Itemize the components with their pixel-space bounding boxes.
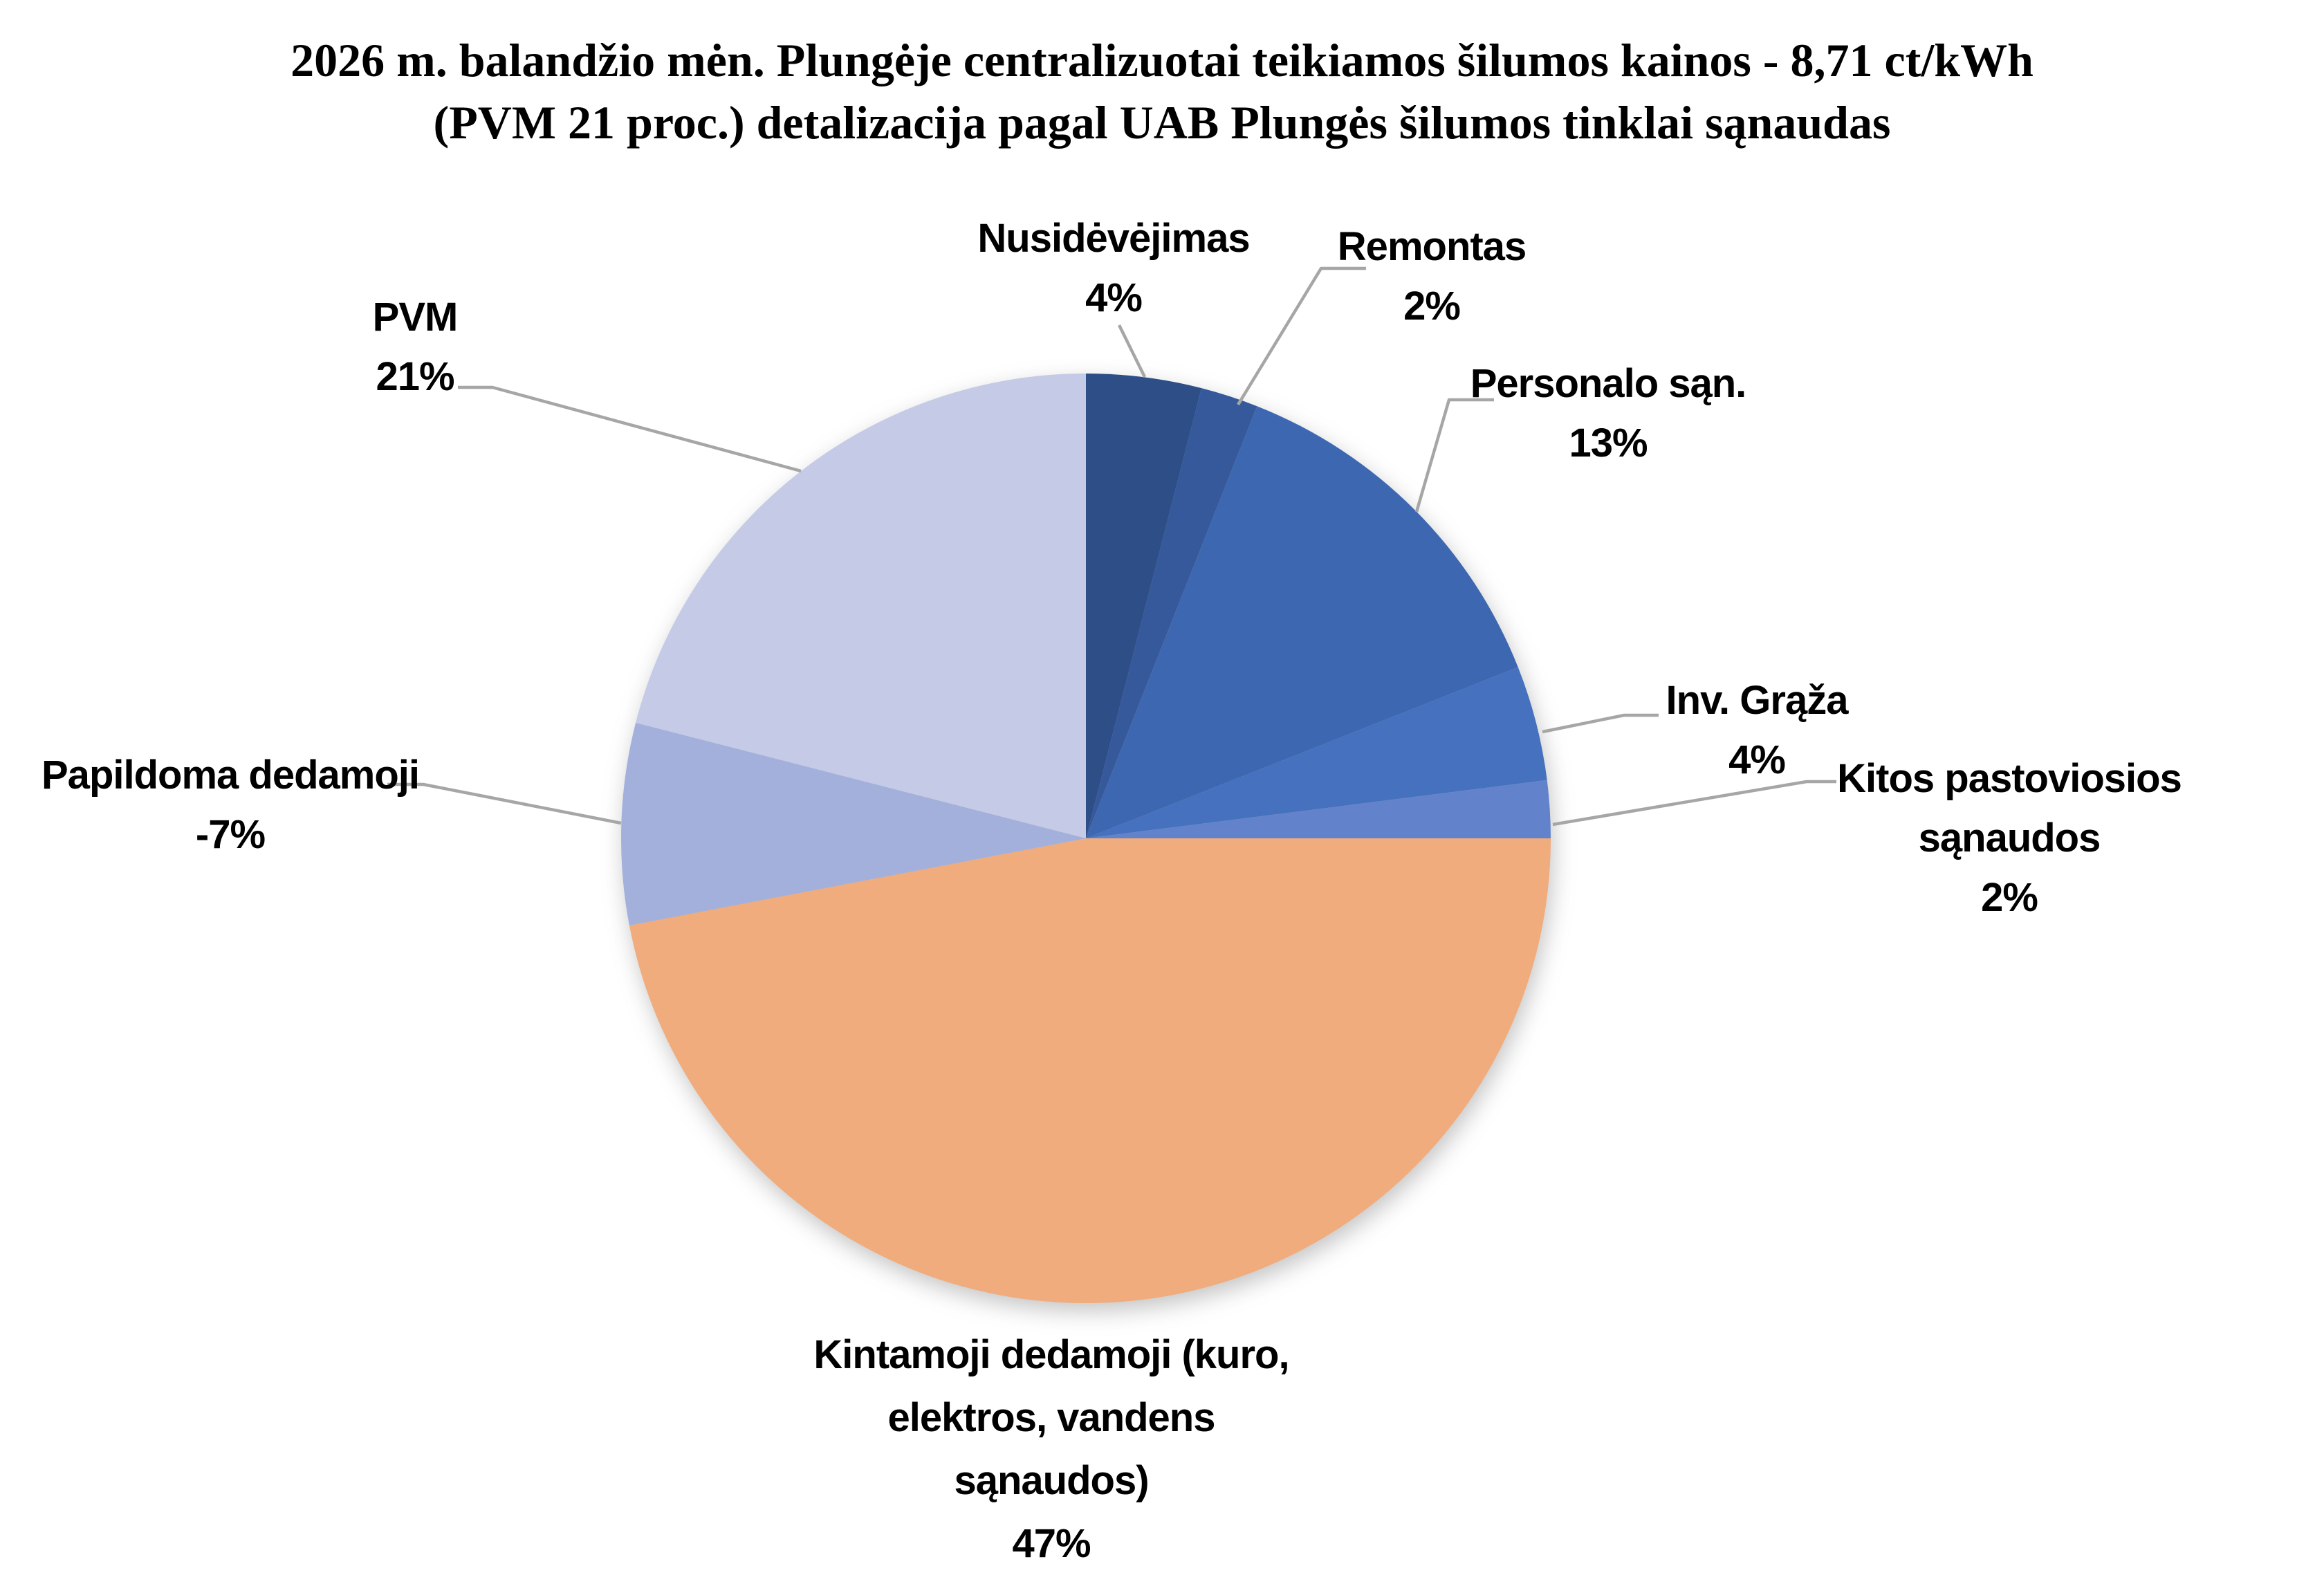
slice-label-name: Inv. Grąža	[1666, 678, 1848, 723]
slice-label-percent: 13%	[1569, 421, 1648, 466]
slice-label-name-line-1: Kintamoji dedamoji (kuro,	[813, 1332, 1289, 1377]
slice-label-name-line-2: elektros, vandens	[887, 1395, 1215, 1440]
slice-label-name-line-2: sąnaudos	[1918, 816, 2101, 860]
slice-label-percent: 4%	[1728, 737, 1785, 782]
slice-label-percent: -7%	[195, 812, 266, 857]
slice-label-kintamoji-dedamoji	[813, 1323, 1289, 1575]
slice-label-name: Personalo sąn.	[1470, 361, 1746, 406]
slice-label-inv-graza	[1666, 671, 1848, 790]
chart-title-line-2: (PVM 21 proc.) detalizacija pagal UAB Plungės šilumos tinklai sąnaudas	[433, 96, 1891, 149]
slice-label-percent: 4%	[1085, 275, 1142, 320]
slice-label-name: Nusidėvėjimas	[977, 216, 1250, 261]
slice-label-percent: 21%	[376, 354, 454, 399]
slice-label-name: PVM	[372, 295, 458, 340]
slice-label-name: Papildoma dedamoji	[42, 753, 419, 798]
slice-label-pvm	[373, 288, 458, 407]
slice-label-nusidevejimas	[977, 209, 1249, 328]
leader-line-papildoma-dedamoji	[387, 784, 621, 823]
slice-label-remontas	[1338, 217, 1526, 336]
leader-line-inv-graza	[1542, 715, 1659, 732]
leader-line-nusidevejimas	[1119, 325, 1145, 377]
slice-label-name-line-1: Kitos pastoviosios	[1837, 756, 2182, 801]
slice-label-personalo-san	[1470, 354, 1746, 473]
slice-label-percent: 2%	[1403, 284, 1460, 329]
leader-line-pvm	[458, 387, 801, 471]
slice-label-papildoma-dedamoji	[42, 746, 419, 865]
chart-title-line-1: 2026 m. balandžio mėn. Plungėje centralizuotai teikiamos šilumos kainos - 8,71 ct/kWh	[290, 34, 2034, 86]
slice-label-percent: 2%	[1981, 875, 2038, 920]
pie-slice-kintamoji-dedamoji[interactable]	[629, 838, 1551, 1303]
slice-label-kitos-pastoviosios	[1837, 749, 2182, 928]
slice-label-name-line-3: sąnaudos)	[954, 1458, 1149, 1503]
slice-label-name: Remontas	[1337, 224, 1527, 269]
slice-label-percent: 47%	[1012, 1521, 1091, 1566]
pie-slices	[621, 374, 1551, 1303]
